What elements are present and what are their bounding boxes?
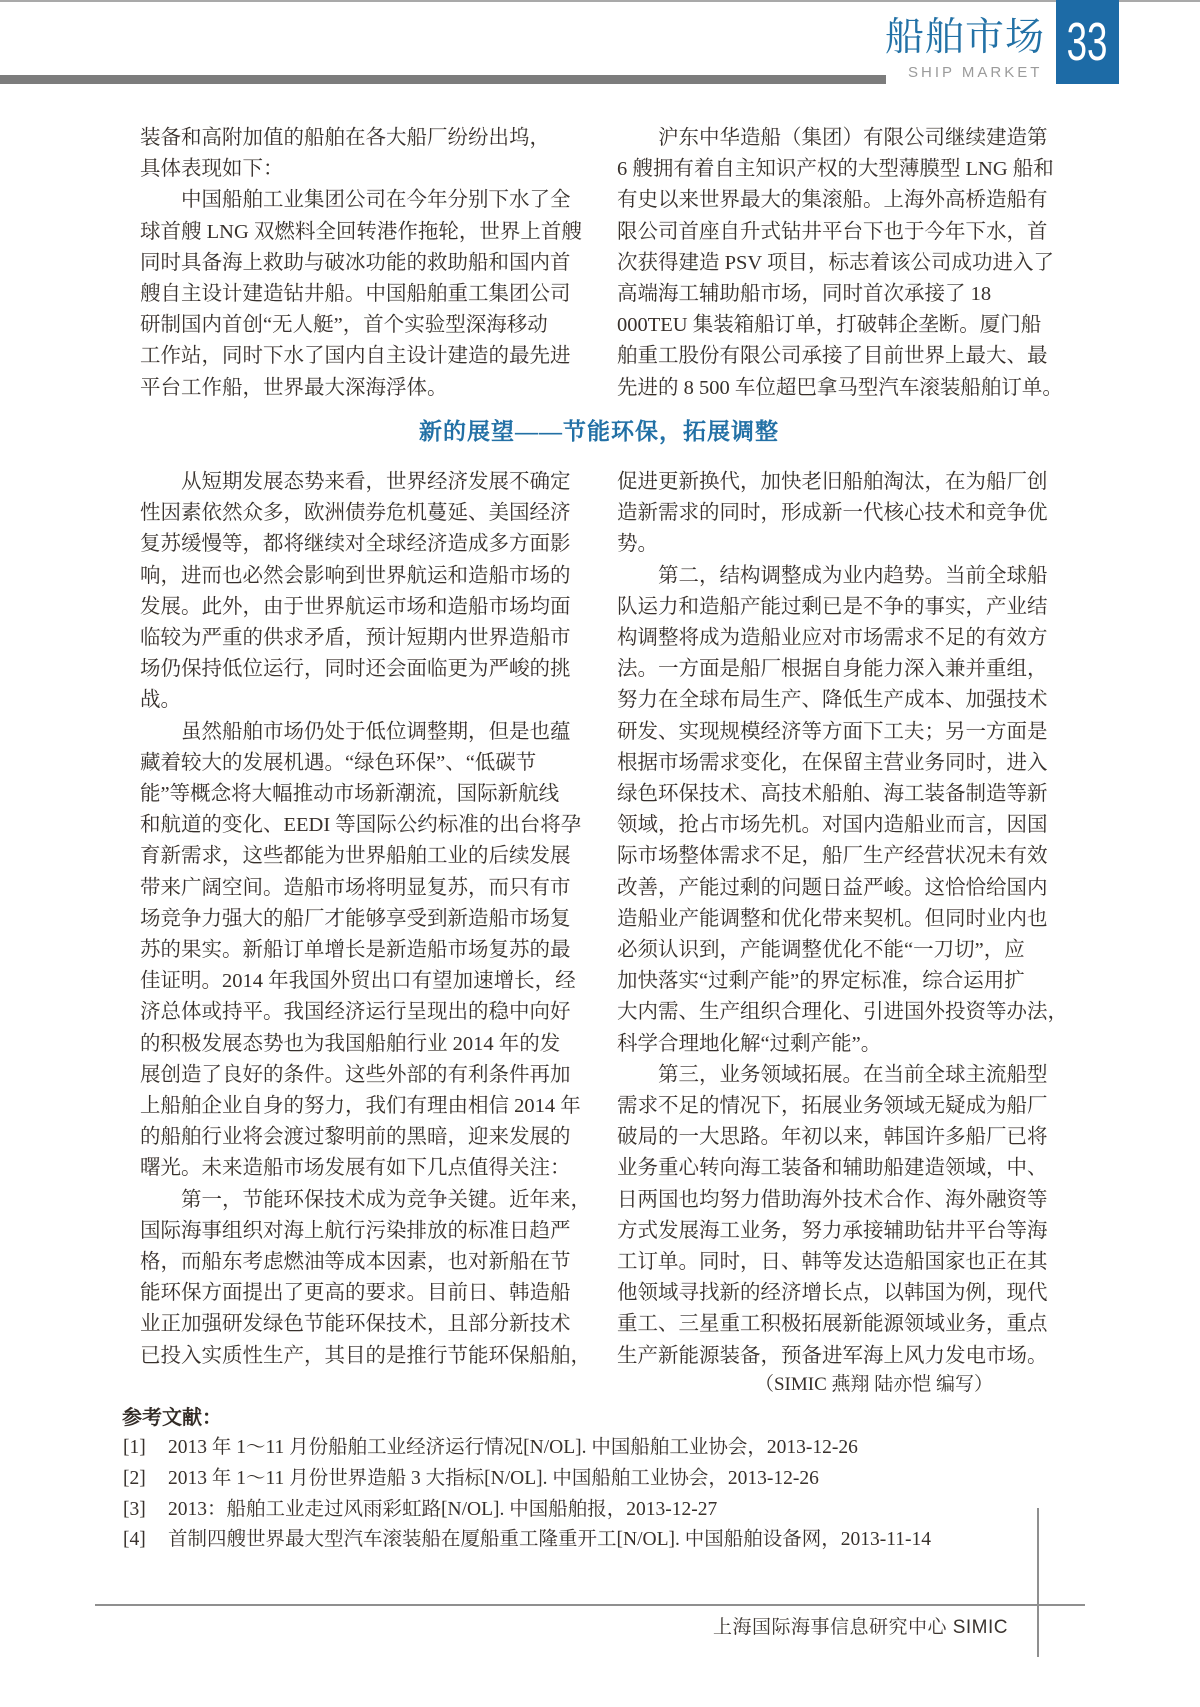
text-line: 苏的果实。新船订单增长是新造船市场复苏的最 <box>140 939 571 962</box>
text-line: 第一，节能环保技术成为竞争关键。近年来， <box>140 1188 591 1211</box>
text-line: 球首艘 LNG 双燃料全回转港作拖轮，世界上首艘 <box>140 220 582 243</box>
text-line: 装备和高附加值的船舶在各大船厂纷纷出坞， <box>140 127 550 149</box>
text-line: 藏着较大的发展机遇。“绿色环保”、“低碳节 <box>140 751 537 774</box>
page-number: 33 <box>1067 12 1108 72</box>
section-title-en: SHIP MARKET <box>908 64 1043 81</box>
footer-rule-line <box>95 1604 1085 1606</box>
text-line: 改善，产能过剩的问题日益严峻。这恰恰给国内 <box>617 876 1048 899</box>
text-line: 构调整将成为造船业应对市场需求不足的有效方 <box>617 627 1048 650</box>
text-line: 必须认识到，产能调整优化不能“一刀切”，应 <box>617 939 1025 962</box>
text-line: 业正加强研发绿色节能环保技术，且部分新技术 <box>140 1313 571 1336</box>
text-line: 的船舶行业将会渡过黎明前的黑暗，迎来发展的 <box>140 1126 571 1149</box>
text-line: 他领域寻找新的经济增长点，以韩国为例，现代 <box>617 1282 1048 1305</box>
text-line: 同时具备海上救助与破冰功能的救助船和国内首 <box>140 251 571 274</box>
section-title-cn: 船舶市场 <box>884 16 1045 59</box>
text-line: 格，而船东考虑燃油等成本因素，也对新船在节 <box>140 1251 571 1274</box>
text-line: 6 艘拥有着自主知识产权的大型薄膜型 LNG 船和 <box>617 158 1054 181</box>
text-line: 日两国也均努力借助海外技术合作、海外融资等 <box>617 1188 1048 1211</box>
text-line: 队运力和造船产能过剩已是不争的事实，产业结 <box>617 595 1048 618</box>
header-rule-bar <box>0 75 886 84</box>
text-line: 际市场整体需求不足，船厂生产经营状况未有效 <box>617 845 1048 868</box>
text-line: 有史以来世界最大的集滚船。上海外高桥造船有 <box>617 189 1048 212</box>
text-line: 领域，抢占市场先机。对国内造船业而言，因国 <box>617 814 1048 837</box>
text-line: 科学合理地化解“过剩产能”。 <box>617 1032 882 1055</box>
page-number-badge <box>1056 0 1119 84</box>
reference-number: [1] <box>123 1437 146 1458</box>
text-line: 场竞争力强大的船厂才能够享受到新造船市场复 <box>140 907 571 930</box>
text-line: 艘自主设计建造钻井船。中国船舶重工集团公司 <box>140 283 571 306</box>
text-line: 重工、三星重工积极拓展新能源领域业务，重点 <box>617 1313 1048 1336</box>
reference-item <box>123 1433 1083 1464</box>
text-line: 大内需、生产组织合理化、引进国外投资等办法， <box>617 1001 1068 1024</box>
main-left-column <box>140 467 591 1372</box>
text-line: 展创造了良好的条件。这些外部的有利条件再加 <box>140 1063 571 1086</box>
text-line: 000TEU 集装箱船订单，打破韩企垄断。厦门船 <box>617 314 1042 337</box>
text-line: 虽然船舶市场仍处于低位调整期，但是也蕴 <box>140 720 571 743</box>
reference-number: [2] <box>123 1467 146 1489</box>
text-line: 工订单。同时，日、韩等发达造船国家也正在其 <box>617 1251 1048 1274</box>
reference-text: 2013 年 1～11 月份世界造船 3 大指标[N/OL]. 中国船舶工业协会，2013-12-26 <box>168 1467 819 1489</box>
text-line: 第三，业务领域拓展。在当前全球主流船型 <box>617 1063 1048 1086</box>
section-heading: 新的展望——节能环保，拓展调整 <box>419 419 779 444</box>
author-credit: （SIMIC 燕翔 陆亦恺 编写） <box>754 1374 993 1395</box>
text-line: 第二，结构调整成为业内趋势。当前全球船 <box>617 564 1048 587</box>
footer-publisher: 上海国际海事信息研究中心 SIMIC <box>712 1617 1008 1638</box>
text-line: 上船舶企业自身的努力，我们有理由相信 2014 年 <box>140 1095 581 1118</box>
reference-number: [3] <box>123 1498 146 1520</box>
text-line: 响，进而也必然会影响到世界航运和造船市场的 <box>140 564 571 587</box>
text-line: 根据市场需求变化，在保留主营业务同时，进入 <box>617 751 1048 774</box>
text-line: 沪东中华造船（集团）有限公司继续建造第 <box>617 127 1048 149</box>
text-line: 造船业产能调整和优化带来契机。但同时业内也 <box>617 907 1048 930</box>
text-line: 造新需求的同时，形成新一代核心技术和竞争优 <box>617 502 1048 525</box>
text-line: 带来广阔空间。造船市场将明显复苏，而只有市 <box>140 876 571 899</box>
text-line: 和航道的变化、EEDI 等国际公约标准的出台将孕 <box>140 814 582 837</box>
text-line: 限公司首座自升式钻井平台下也于今年下水，首 <box>617 220 1048 243</box>
text-line: 性因素依然众多，欧洲债券危机蔓延、美国经济 <box>140 502 571 525</box>
text-line: 复苏缓慢等，都将继续对全球经济造成多方面影 <box>140 533 571 556</box>
text-line: 济总体或持平。我国经济运行呈现出的稳中向好 <box>140 1001 571 1024</box>
reference-item <box>123 1464 1083 1495</box>
text-line: 舶重工股份有限公司承接了目前世界上最大、最 <box>617 345 1048 368</box>
references-heading: 参考文献： <box>122 1407 222 1429</box>
top-border-line <box>0 0 1200 2</box>
reference-number: [4] <box>123 1529 146 1551</box>
intro-left-column <box>140 123 582 404</box>
text-line: 已投入实质性生产，其目的是推行节能环保船舶， <box>140 1344 591 1367</box>
text-line: 的积极发展态势也为我国船舶行业 2014 年的发 <box>140 1032 561 1055</box>
text-line: 研发、实现规模经济等方面下工夫；另一方面是 <box>617 720 1048 743</box>
text-line: 曙光。未来造船市场发展有如下几点值得关注： <box>140 1157 571 1180</box>
text-line: 法。一方面是船厂根据自身能力深入兼并重组， <box>617 658 1048 681</box>
reference-item <box>123 1525 1083 1556</box>
text-line: 生产新能源装备，预备进军海上风力发电市场。 <box>617 1344 1048 1367</box>
text-line: 绿色环保技术、高技术船舶、海工装备制造等新 <box>617 783 1048 806</box>
reference-item <box>123 1495 1083 1526</box>
footer-vertical-line <box>1037 1508 1039 1657</box>
text-line: 战。 <box>140 689 181 712</box>
text-line: 需求不足的情况下，拓展业务领域无疑成为船厂 <box>617 1095 1048 1118</box>
text-line: 势。 <box>617 533 658 556</box>
text-line: 高端海工辅助船市场，同时首次承接了 18 <box>617 283 992 306</box>
text-line: 能环保方面提出了更高的要求。目前日、韩造船 <box>140 1282 571 1305</box>
text-line: 次获得建造 PSV 项目，标志着该公司成功进入了 <box>617 251 1054 274</box>
intro-right-column <box>617 123 1063 404</box>
text-line: 方式发展海工业务，努力承接辅助钻井平台等海 <box>617 1219 1048 1242</box>
text-line: 临较为严重的供求矛盾，预计短期内世界造船市 <box>140 627 571 650</box>
text-line: 育新需求，这些都能为世界船舶工业的后续发展 <box>140 845 571 868</box>
text-line: 国际海事组织对海上航行污染排放的标准日趋严 <box>140 1219 571 1242</box>
text-line: 佳证明。2014 年我国外贸出口有望加速增长，经 <box>140 970 576 993</box>
text-line: 场仍保持低位运行，同时还会面临更为严峻的挑 <box>140 658 571 681</box>
text-line: 平台工作船，世界最大深海浮体。 <box>140 376 448 399</box>
text-line: 促进更新换代，加快老旧船舶淘汰，在为船厂创 <box>617 471 1048 493</box>
reference-text: 首制四艘世界最大型汽车滚装船在厦船重工隆重开工[N/OL]. 中国船舶设备网，2013-11-14 <box>168 1529 931 1551</box>
text-line: 发展。此外，由于世界航运市场和造船市场均面 <box>140 595 571 618</box>
reference-text: 2013：船舶工业走过风雨彩虹路[N/OL]. 中国船舶报，2013-12-27 <box>168 1498 718 1520</box>
text-line: 中国船舶工业集团公司在今年分别下水了全 <box>140 189 571 212</box>
text-line: 研制国内首创“无人艇”，首个实验型深海移动 <box>140 314 548 337</box>
references-list <box>123 1433 1083 1556</box>
main-right-column <box>617 467 1068 1372</box>
text-line: 努力在全球布局生产、降低生产成本、加强技术 <box>617 689 1048 712</box>
text-line: 业务重心转向海工装备和辅助船建造领域，中、 <box>617 1157 1048 1180</box>
text-line: 具体表现如下： <box>140 158 284 181</box>
text-line: 先进的 8 500 车位超巴拿马型汽车滚装船舶订单。 <box>617 376 1063 399</box>
text-line: 工作站，同时下水了国内自主设计建造的最先进 <box>140 345 571 368</box>
reference-text: 2013 年 1～11 月份船舶工业经济运行情况[N/OL]. 中国船舶工业协会，2013-12-26 <box>168 1437 858 1458</box>
text-line: 破局的一大思路。年初以来，韩国许多船厂已将 <box>617 1126 1048 1149</box>
text-line: 加快落实“过剩产能”的界定标准，综合运用扩 <box>617 970 1025 993</box>
text-line: 能”等概念将大幅推动市场新潮流，国际新航线 <box>140 783 560 806</box>
text-line: 从短期发展态势来看，世界经济发展不确定 <box>140 471 571 493</box>
